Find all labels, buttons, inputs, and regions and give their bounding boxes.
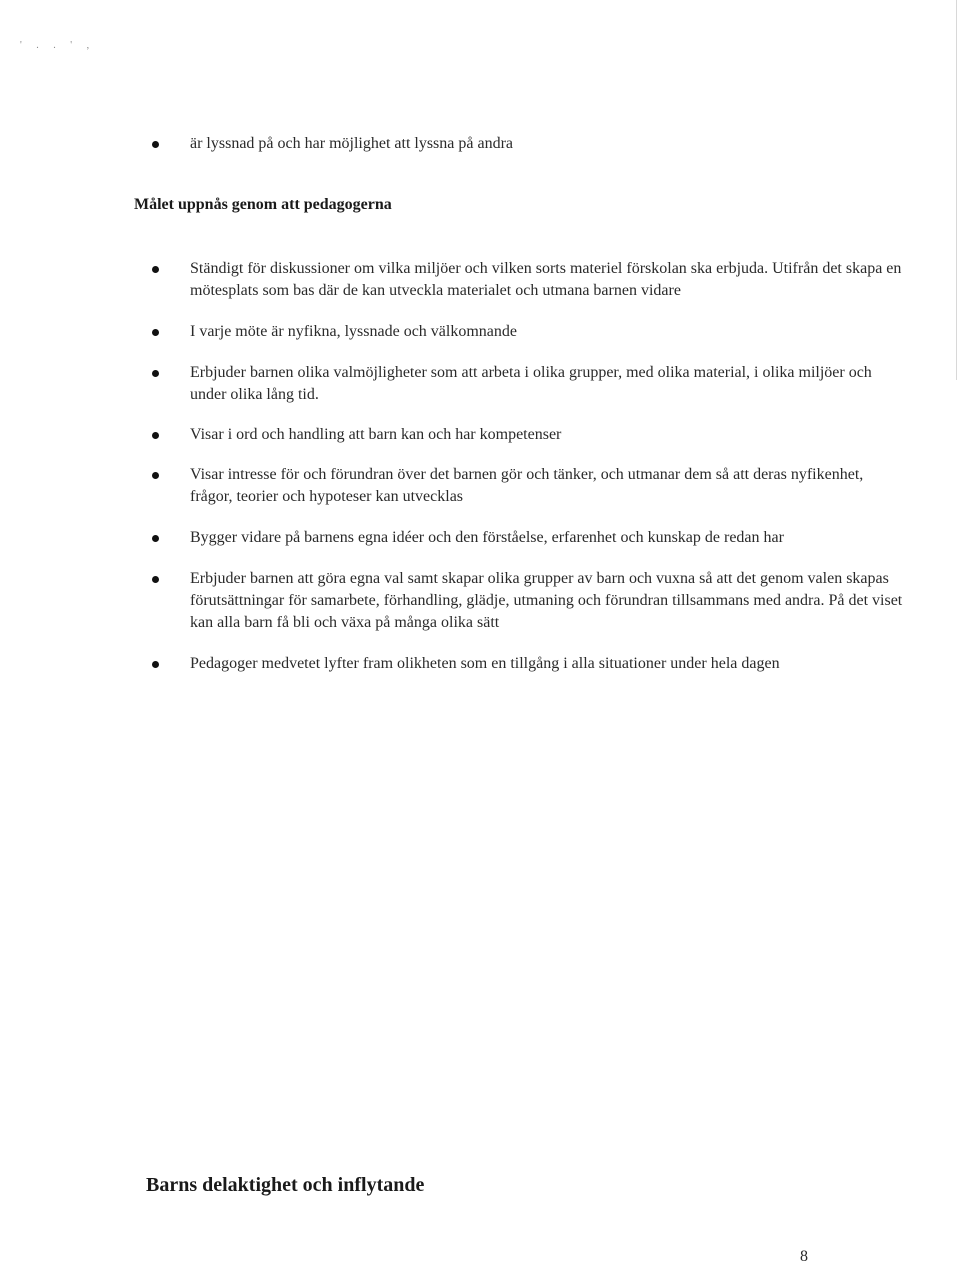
list-item-text: Visar i ord och handling att barn kan och har kompetenser xyxy=(190,426,562,443)
list-item xyxy=(148,362,908,406)
page-number: 8 xyxy=(800,1248,808,1265)
goal-bullet-list xyxy=(148,258,908,675)
list-item xyxy=(148,527,908,549)
section-heading: Barns delaktighet och inflytande xyxy=(146,1174,425,1196)
scan-edge-line xyxy=(956,0,957,380)
bullet-icon xyxy=(152,535,159,542)
bullet-icon xyxy=(152,472,159,479)
goal-heading: Målet uppnås genom att pedagogerna xyxy=(134,196,392,213)
top-bullet-list xyxy=(148,133,908,155)
list-item-text: Erbjuder barnen att göra egna val samt skapar olika grupper av barn och vuxna så att det genom valen skapas förutsättningar för samarbete, förhandling, glädje, utmaning och förundran tillsammans med andra. På det viset kan alla barn få bli och växa på många olika sätt xyxy=(190,570,903,631)
bullet-icon xyxy=(152,661,159,668)
list-item xyxy=(148,653,908,675)
bullet-icon xyxy=(152,370,159,377)
list-item-text: Erbjuder barnen olika valmöjligheter som att arbeta i olika grupper, med olika material, i olika miljöer och under olika lång tid. xyxy=(190,364,872,403)
bullet-icon xyxy=(152,329,159,336)
bullet-icon xyxy=(152,266,159,273)
list-item xyxy=(148,568,908,634)
list-item xyxy=(148,321,908,343)
list-item-text: I varje möte är nyfikna, lyssnade och välkomnande xyxy=(190,323,517,340)
list-item xyxy=(148,424,908,446)
list-item xyxy=(148,464,908,508)
list-item-text: Ständigt för diskussioner om vilka miljöer och vilken sorts materiel förskolan ska erbjuda. Utifrån det skapa en mötesplats som bas där de kan utveckla materialet och utmana barnen vidare xyxy=(190,260,902,299)
list-item xyxy=(148,258,908,302)
scan-specks: ' . . ' , xyxy=(20,40,96,51)
list-item-text: Bygger vidare på barnens egna idéer och den förståelse, erfarenhet och kunskap de redan har xyxy=(190,529,784,546)
list-item-text: Visar intresse för och förundran över det barnen gör och tänker, och utmanar dem så att deras nyfikenhet, frågor, teorier och hypoteser kan utvecklas xyxy=(190,466,864,505)
bullet-icon xyxy=(152,576,159,583)
bullet-icon xyxy=(152,432,159,439)
bullet-icon xyxy=(152,141,159,148)
list-item-text: Pedagoger medvetet lyfter fram olikheten som en tillgång i alla situationer under hela dagen xyxy=(190,655,780,672)
list-item-text: är lyssnad på och har möjlighet att lyssna på andra xyxy=(190,135,514,152)
list-item xyxy=(148,133,908,155)
